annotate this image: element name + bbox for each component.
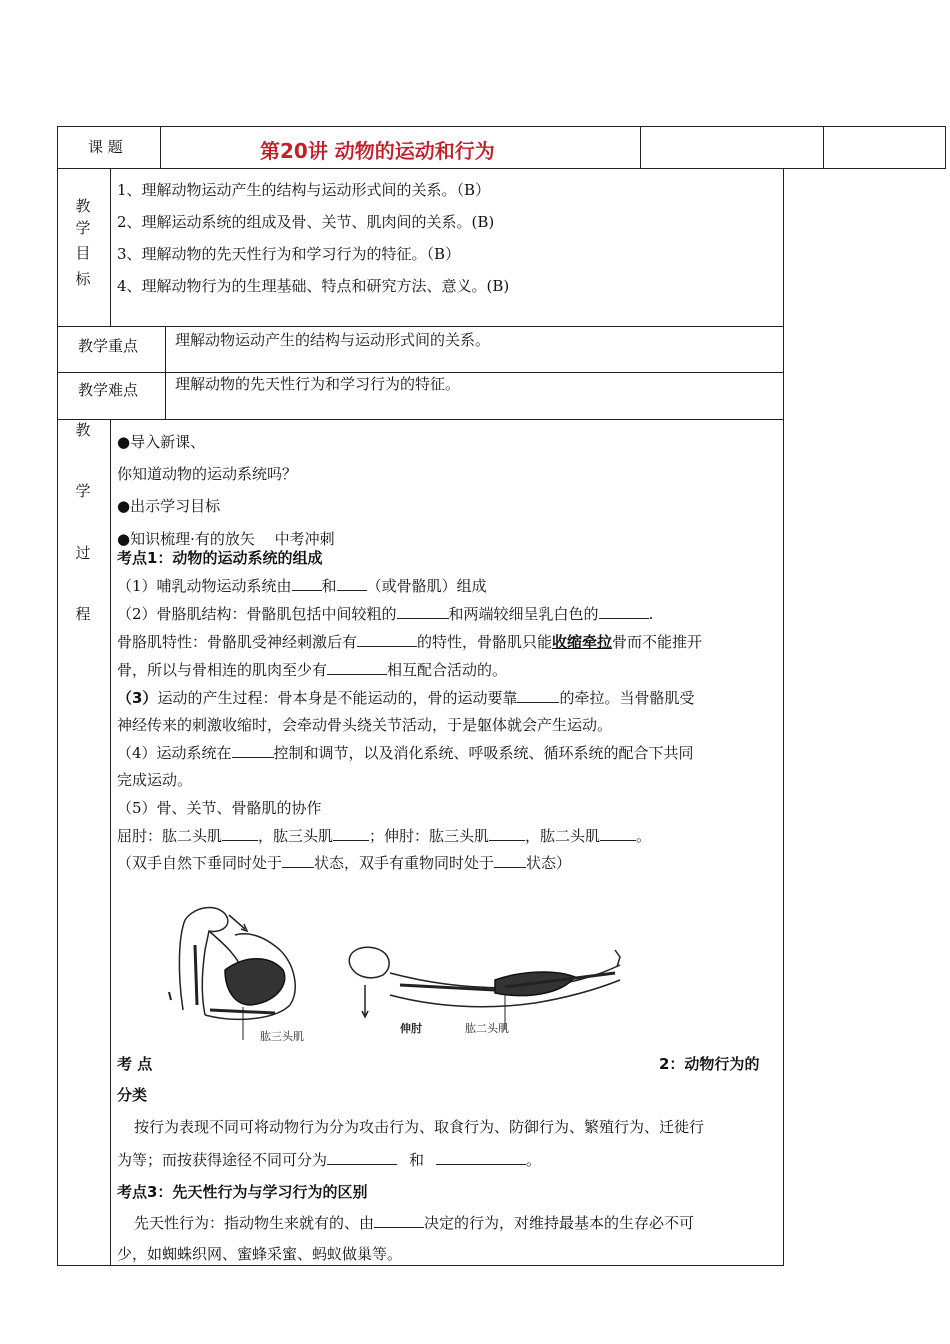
blank — [517, 688, 559, 703]
objective-item-4: 4、理解动物行为的生理基础、特点和研究方法、意义。(B) — [117, 277, 510, 295]
blank — [232, 743, 274, 758]
label-col-divider-2 — [165, 326, 166, 419]
review-bullet: ●知识梳理·有的放矢 中考冲刺 — [117, 530, 335, 548]
process-label-3: 过 — [75, 544, 91, 562]
table-top-border — [57, 126, 946, 127]
kp1-line2: （2）骨胳肌结构：骨骼肌包括中间较粗的 和两端较细呈乳白色的 . — [117, 605, 654, 623]
table-bottom-border — [57, 1265, 784, 1266]
blank — [489, 826, 525, 841]
kp2-left: 考 点 — [117, 1055, 153, 1073]
table-right-border — [783, 168, 784, 1266]
header-row-bottom — [57, 168, 946, 169]
key-point-text: 理解动物运动产生的结构与运动形式间的关系。 — [175, 331, 491, 349]
blank — [494, 853, 526, 868]
blank — [282, 853, 314, 868]
kp3-title: 考点3：先天性行为与学习行为的区别 — [117, 1183, 368, 1201]
blank — [599, 604, 649, 619]
keypoint-row-bottom — [57, 372, 784, 373]
objectives-label-4: 标 — [75, 270, 91, 288]
blank — [292, 576, 322, 591]
objectives-label-2: 学 — [75, 219, 91, 237]
kp2-cont: 分类 — [117, 1086, 148, 1104]
biceps-figure-label: 肱二头肌 — [465, 1022, 509, 1035]
table-right-border-top — [945, 126, 946, 168]
process-label-1: 教 — [75, 421, 91, 439]
intro-bullet: ●导入新课、 — [117, 433, 206, 451]
blank — [600, 826, 636, 841]
kp1-line9: （5）骨、关节、骨骼肌的协作 — [117, 799, 322, 817]
kp2-right: 2：动物行为的 — [659, 1055, 760, 1073]
page-title: 第20讲 动物的运动和行为 — [260, 139, 495, 163]
kp1-line6: 神经传来的刺激收缩时，会牵动骨头绕关节活动，于是躯体就会产生运动。 — [117, 716, 613, 734]
label-col-divider-3 — [110, 419, 111, 1266]
header-col-div-3 — [823, 126, 824, 168]
difficulty-label: 教学难点 — [78, 381, 139, 399]
label-col-divider — [110, 168, 111, 326]
objectives-label-1: 教 — [75, 197, 91, 215]
blank — [327, 660, 387, 675]
header-col-div-1 — [160, 126, 161, 168]
kp1-line7: （4）运动系统在 控制和调节，以及消化系统、呼吸系统、循环系统的配合下共同 — [117, 744, 694, 762]
difficulty-row-bottom — [57, 419, 784, 420]
header-col-div-2 — [640, 126, 641, 168]
extended-arm — [349, 947, 620, 1030]
kp2-text1: 按行为表现不同可将动物行为分为攻击行为、取食行为、防御行为、繁殖行为、迁徙行 — [134, 1118, 705, 1136]
arm-muscle-figure — [165, 895, 635, 1045]
objectives-label-3: 目 — [75, 244, 91, 262]
objective-item-2: 2、理解运动系统的组成及骨、关节、肌肉间的关系。(B) — [117, 213, 495, 231]
blank — [337, 576, 367, 591]
flexed-arm — [169, 908, 295, 1040]
kp1-line11: （双手自然下垂同时处于 状态，双手有重物同时处于 状态） — [117, 854, 572, 872]
triceps-figure-label: 肱三头肌 — [260, 1030, 304, 1043]
difficulty-text: 理解动物的先天性行为和学习行为的特征。 — [175, 375, 461, 393]
extend-figure-label: 伸肘 — [400, 1022, 422, 1035]
key-point-label: 教学重点 — [78, 337, 139, 355]
kp3-text1: 先天性行为：指动物生来就有的、由 决定的行为，对维持最基本的生存必不可 — [134, 1214, 695, 1232]
table-left-border — [57, 126, 58, 1266]
kp1-line8: 完成运动。 — [117, 771, 193, 789]
process-label-2: 学 — [75, 482, 91, 500]
blank — [436, 1150, 526, 1165]
blank — [397, 604, 449, 619]
kp1-title: 考点1：动物的运动系统的组成 — [117, 549, 323, 567]
blank — [222, 826, 258, 841]
course-label: 课 题 — [88, 138, 123, 156]
process-label-4: 程 — [75, 605, 91, 623]
objective-item-3: 3、理解动物的先天性行为和学习行为的特征。（B） — [117, 245, 461, 263]
objective-item-1: 1、理解动物运动产生的结构与运动形式间的关系。（B） — [117, 181, 491, 199]
kp1-line10: 屈肘：肱二头肌 ，肱三头肌 ；伸肘：肱三头肌 ，肱二头肌 。 — [117, 827, 652, 845]
blank — [333, 826, 369, 841]
kp3-text2: 少，如蜘蛛织网、蜜蜂采蜜、蚂蚁做巢等。 — [117, 1245, 403, 1263]
goals-bullet: ●出示学习目标 — [117, 497, 221, 515]
blank — [374, 1213, 424, 1228]
blank — [327, 1150, 397, 1165]
blank — [357, 632, 417, 647]
kp1-line5: （3）运动的产生过程：骨本身是不能运动的，骨的运动要靠 的牵拉。当骨骼肌受 — [117, 689, 695, 707]
kp1-line4: 骨，所以与骨相连的肌肉至少有 相互配合活动的。 — [117, 661, 508, 679]
intro-question: 你知道动物的运动系统吗？ — [117, 465, 298, 483]
kp1-line1: （1）哺乳动物运动系统由 和 （或骨骼肌）组成 — [117, 577, 487, 595]
kp1-line3: 骨胳肌特性：骨骼肌受神经刺激后有 的特性，骨骼肌只能收缩牵拉骨而不能推开 — [117, 633, 703, 651]
kp2-text2: 为等；而按获得途径不同可分为 和 。 — [117, 1151, 542, 1169]
objectives-row-bottom — [57, 326, 784, 327]
